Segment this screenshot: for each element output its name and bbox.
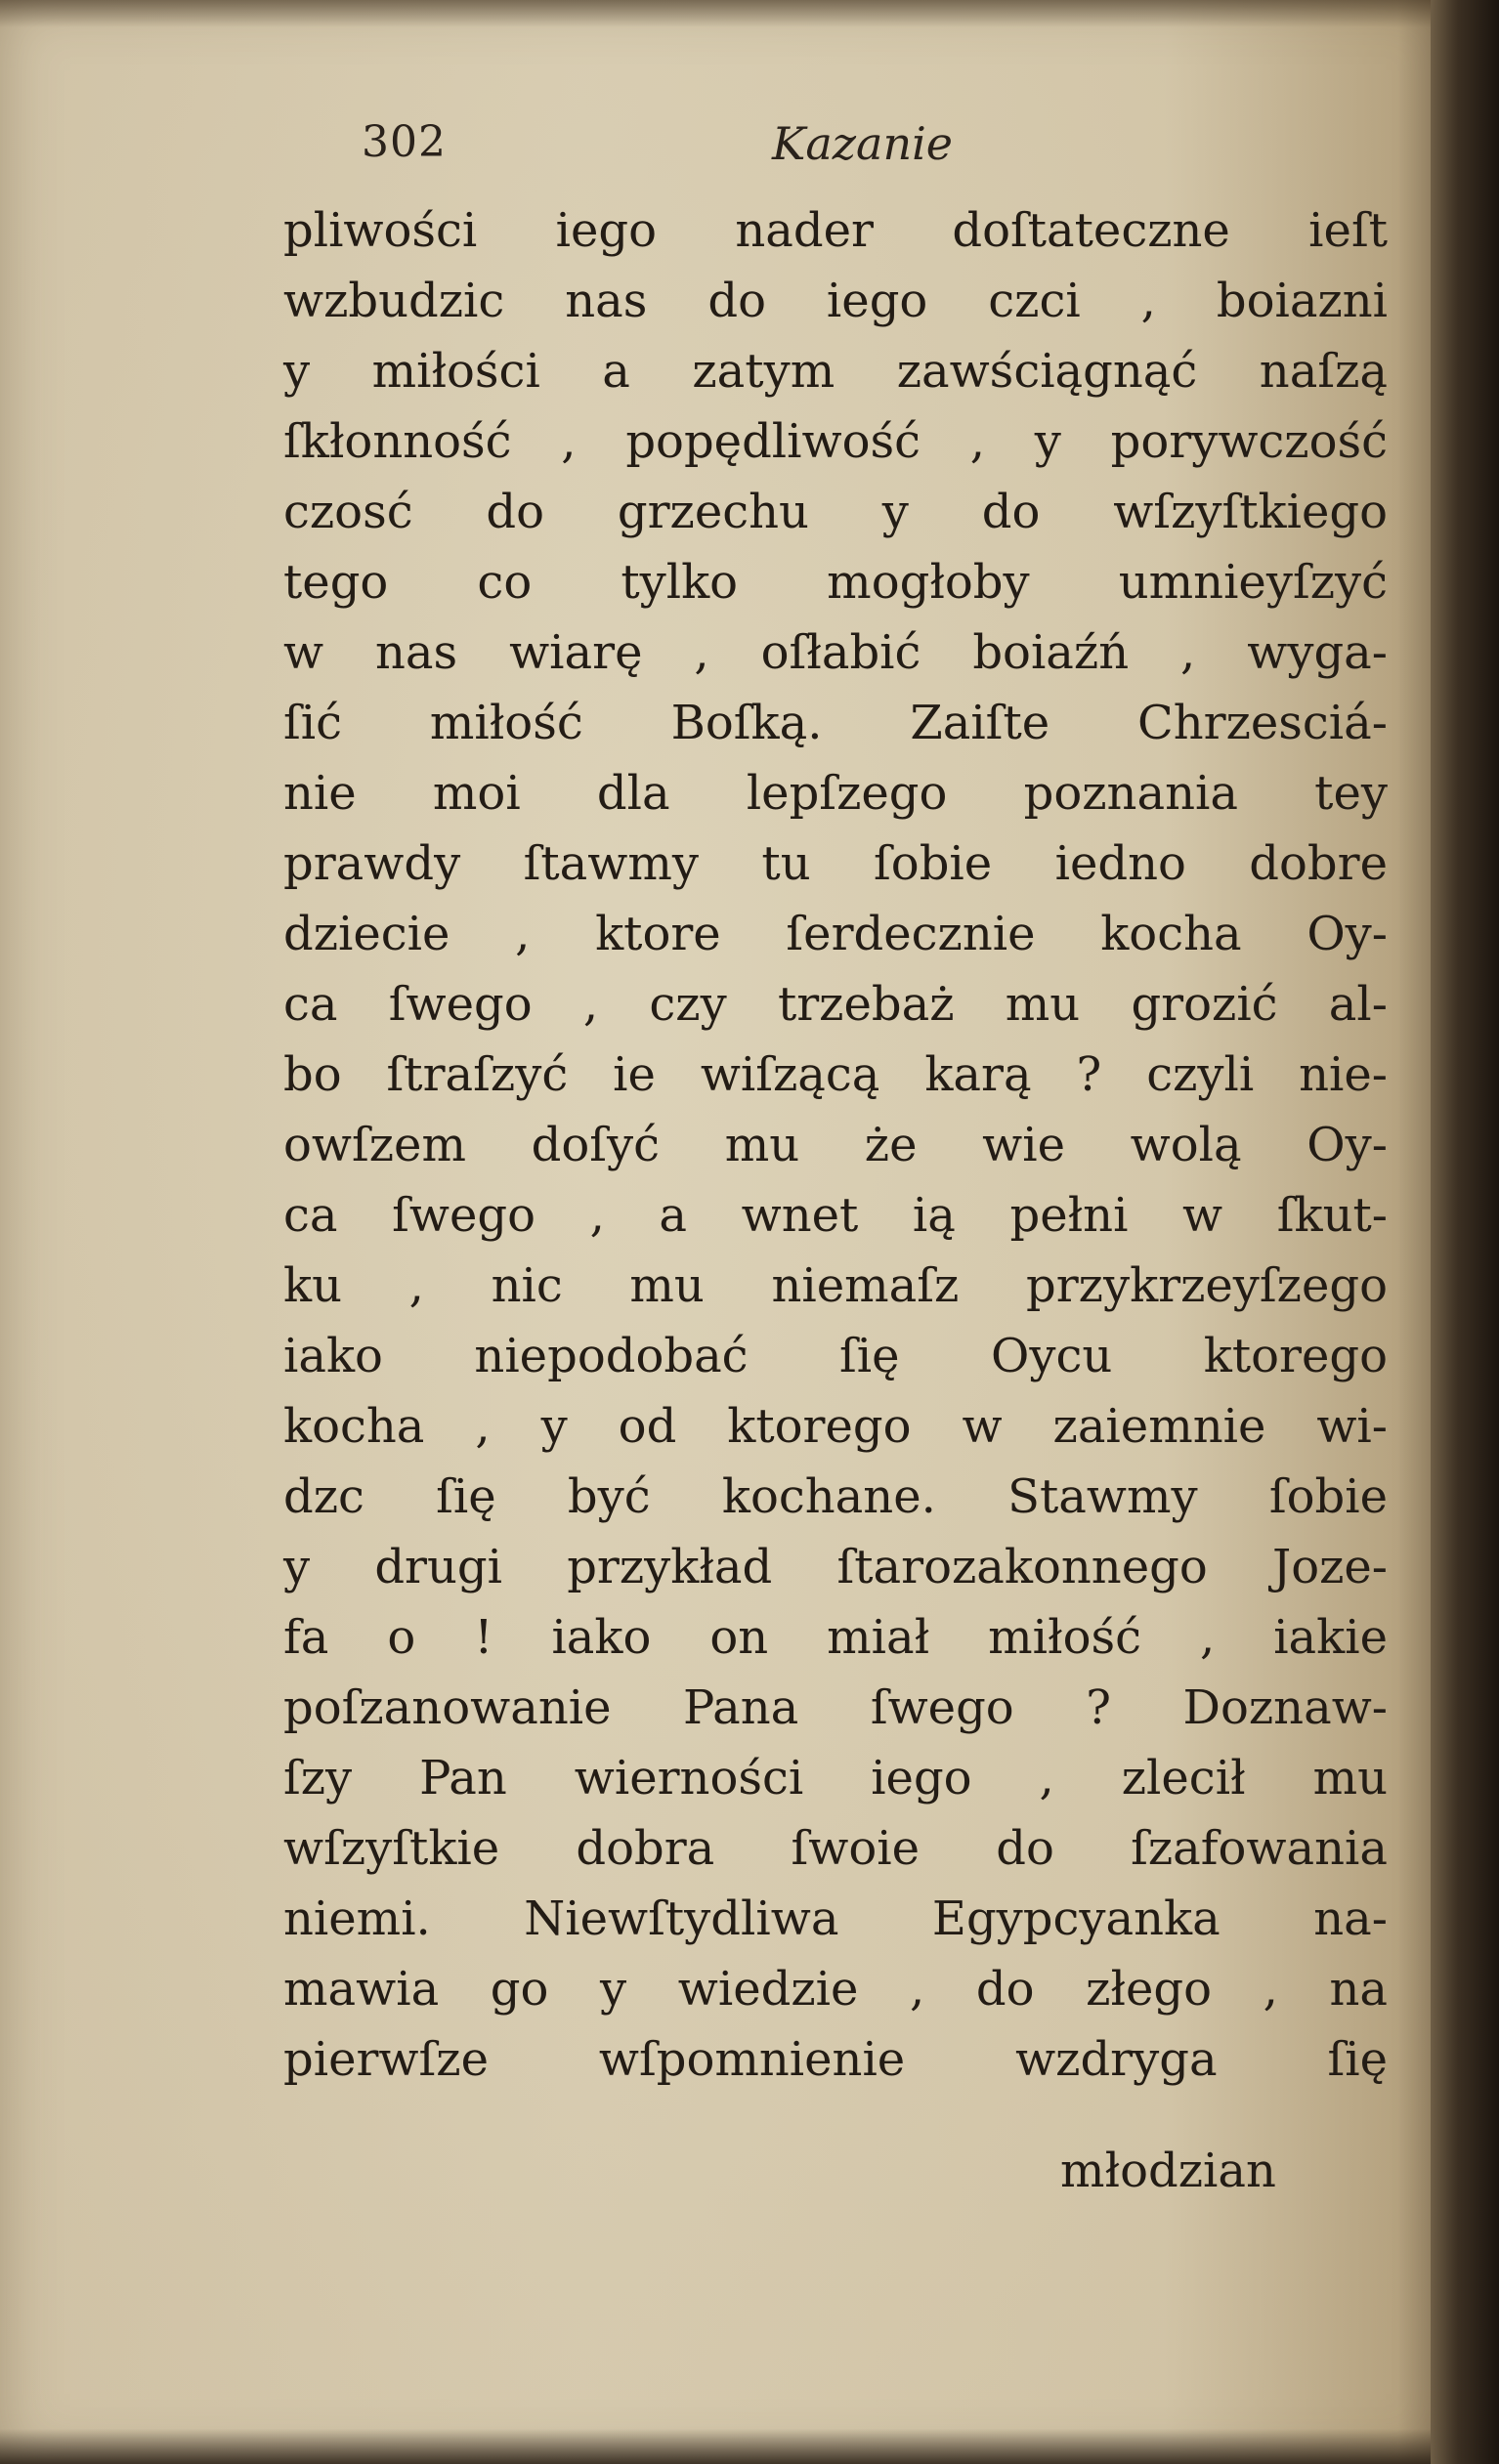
text-line: iako niepodobać ſię Oycu ktorego — [283, 1329, 1388, 1383]
text-line: ſkłonność , popędliwość , y porywczość — [283, 414, 1388, 469]
text-line: pliwości iego nader doſtateczne ieſt — [283, 203, 1388, 258]
text-line: prawdy ſtawmy tu ſobie iedno dobre — [283, 836, 1388, 891]
text-line: mawia go y wiedzie , do złego , na — [283, 1962, 1388, 2017]
body-text — [283, 195, 1388, 2095]
text-line: dziecie , ktore ſerdecznie kocha Oy- — [283, 907, 1388, 961]
text-line: czosć do grzechu y do wſzyſtkiego — [283, 485, 1388, 539]
book-gutter — [1431, 0, 1499, 2464]
running-head-title: Kazanie — [772, 117, 954, 170]
page-bottom-shadow — [0, 2429, 1456, 2464]
page-number: 302 — [362, 117, 447, 167]
page-top-shadow — [0, 0, 1456, 27]
text-line: ku , nic mu niemaſz przykrzeyſzego — [283, 1258, 1388, 1313]
text-line: nie moi dla lepſzego poznania tey — [283, 766, 1388, 821]
text-line: niemi. Niewſtydliwa Egypcyanka na- — [283, 1891, 1388, 1946]
text-line: owſzem doſyć mu że wie wolą Oy- — [283, 1118, 1388, 1172]
text-line: wzbudzic nas do iego czci , boiazni — [283, 274, 1388, 328]
text-line: tego co tylko mogłoby umnieyſzyć — [283, 555, 1388, 610]
running-head — [283, 117, 1388, 186]
text-line: kocha , y od ktorego w zaiemnie wi- — [283, 1399, 1388, 1454]
text-line: w nas wiarę , oſłabić boiaźń , wyga- — [283, 625, 1388, 680]
text-line: fa o ! iako on miał miłość , iakie — [283, 1610, 1388, 1665]
text-line: poſzanowanie Pana ſwego ? Doznaw- — [283, 1680, 1388, 1735]
text-line: ſzy Pan wierności iego , zlecił mu — [283, 1751, 1388, 1806]
text-line: y miłości a zatym zawściągnąć naſzą — [283, 344, 1388, 399]
text-line: ca ſwego , a wnet ią pełni w ſkut- — [283, 1188, 1388, 1243]
text-line: wſzyſtkie dobra ſwoie do ſzafowania — [283, 1821, 1388, 1876]
text-line: ſić miłość Boſką. Zaiſte Chrzesciá- — [283, 696, 1388, 750]
text-line: y drugi przykład ſtarozakonnego Joze- — [283, 1540, 1388, 1594]
text-line: ca ſwego , czy trzebaż mu grozić al- — [283, 977, 1388, 1032]
text-line: pierwſze wſpomnienie wzdryga ſię — [283, 2032, 1388, 2087]
text-line: dzc ſię być kochane. Stawmy ſobie — [283, 1469, 1388, 1524]
text-line: bo ſtraſzyć ie wiſzącą karą ? czyli nie- — [283, 1047, 1388, 1102]
catchword: młodzian — [1060, 2144, 1276, 2198]
